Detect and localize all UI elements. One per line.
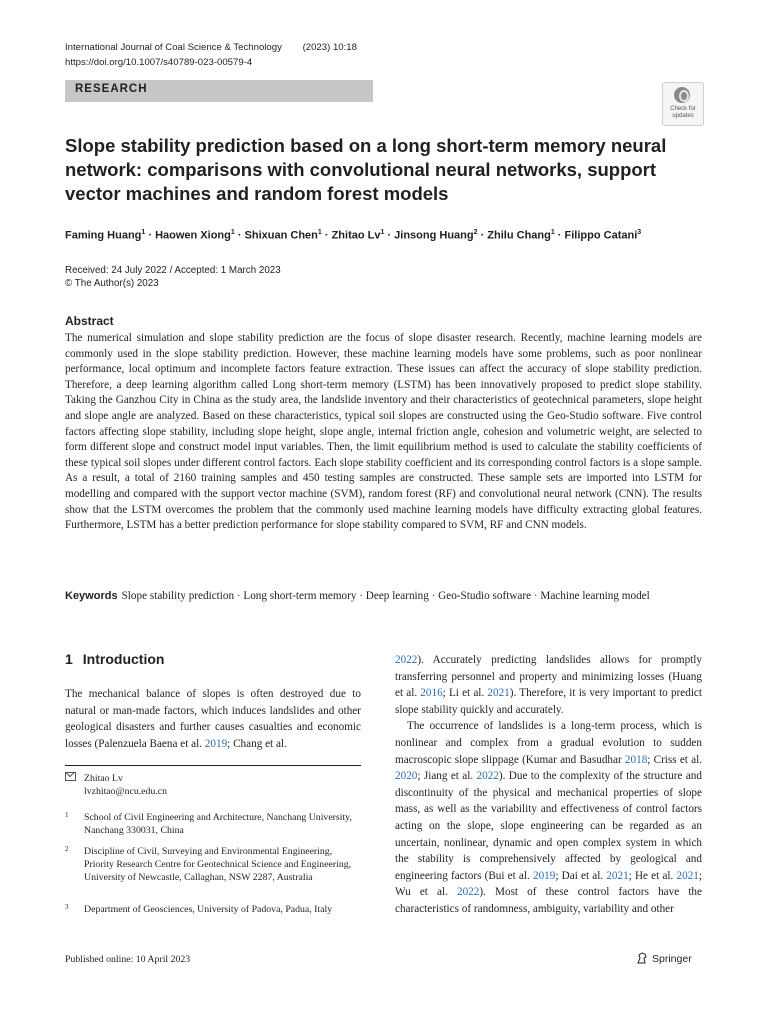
paragraph-text: ). Most of these control factors have the characteristics of randomness, ambiguity, variability and other xyxy=(395,886,702,915)
abstract-heading: Abstract xyxy=(65,314,114,328)
paragraph-text: The occurrence of landslides is a long-term process, which is nonlinear and complex from a gradual evolution to sudden macroscopic slope slippage (Kumar and Basudhar xyxy=(395,720,702,766)
author-separator: · xyxy=(321,229,332,242)
author-affiliation-mark: 3 xyxy=(637,229,642,236)
author-separator: · xyxy=(477,229,488,242)
paragraph-text: ; Dai et al. xyxy=(555,869,607,882)
author-separator: · xyxy=(554,229,565,242)
citation-link[interactable]: 2022 xyxy=(457,886,480,899)
author-name[interactable]: Jinsong Huang xyxy=(394,229,474,242)
springer-logo xyxy=(636,952,692,965)
citation-link[interactable]: 2020 xyxy=(395,770,418,783)
keywords xyxy=(65,589,702,605)
author-name[interactable]: Haowen Xiong xyxy=(155,229,231,242)
journal-issue: (2023) 10:18 xyxy=(302,42,357,53)
affiliation-2: 2 Discipline of Civil, Surveying and Environmental Engineering, Priority Research Centre for Geotechnical Science and Engineering, University of Newcastle, Callaghan, NSW 2287, Australia xyxy=(65,845,352,883)
intro-paragraph-right-1 xyxy=(395,652,702,718)
citation-link[interactable]: 2021 xyxy=(487,687,510,700)
author-name[interactable]: Filippo Catani xyxy=(564,229,638,242)
intro-paragraph-left: The mechanical balance of slopes is often destroyed due to natural or man-made factors, which induces landslides and other geological disasters and further causes casualties and economic losses (Palenzuela Baena et al. 2019; Chang et al. xyxy=(65,688,361,750)
paragraph-text: ). Due to the complexity of the structure and discontinuity of the physical and mechanical properties of slope mass, as well as the variability and effectiveness of control factors acting on the slope, slope engineering can be regarded as an uncertain, nonlinear, dynamic and open complex system in which the stability is comprehensively affected by geological and engineering factors (Bui et al. xyxy=(395,770,702,882)
check-updates-line1: Check for xyxy=(670,106,696,112)
affiliation-1: 1 School of Civil Engineering and Architecture, Nanchang University, Nanchang 330031, China xyxy=(65,811,352,836)
paragraph-text: ). Accurately predicting landslides allows for promptly transferring personnel and property and minimizing losses (Huang et al. xyxy=(395,654,702,700)
author-list xyxy=(65,226,705,243)
author-affiliation-mark: 1 xyxy=(550,229,555,236)
author-affiliation-mark: 1 xyxy=(141,229,146,236)
author-affiliation-mark: 2 xyxy=(473,229,478,236)
author-name[interactable]: Shixuan Chen xyxy=(244,229,318,242)
author-name[interactable]: Zhilu Chang xyxy=(487,229,551,242)
published-online: Published online: 10 April 2023 xyxy=(65,954,191,965)
author-separator: · xyxy=(384,229,395,242)
paragraph-text: ; Criss et al. xyxy=(647,753,702,766)
contact-email[interactable]: lvzhitao@ncu.edu.cn xyxy=(84,786,168,797)
paragraph-text: ; Li et al. xyxy=(442,687,488,700)
author-affiliation-mark: 1 xyxy=(380,229,385,236)
paragraph-text: ; Jiang et al. xyxy=(417,770,477,783)
author-separator: · xyxy=(234,229,245,242)
intro-right-column xyxy=(395,652,702,918)
author-name[interactable]: Zhitao Lv xyxy=(331,229,381,242)
citation-link[interactable]: 2016 xyxy=(420,687,443,700)
contact-name: Zhitao Lv xyxy=(84,773,123,784)
envelope-icon xyxy=(65,772,76,781)
citation-link[interactable]: 2021 xyxy=(676,869,699,882)
paper-title: Slope stability prediction based on a long short-term memory neural network: comparisons with convolutional neural networks, support vector machines and random forest models xyxy=(65,135,667,204)
author-affiliation-mark: 1 xyxy=(230,229,235,236)
check-updates-line2: updates xyxy=(672,113,694,119)
author-name[interactable]: Faming Huang xyxy=(65,229,142,242)
citation-link[interactable]: 2018 xyxy=(624,753,648,766)
citation-link[interactable]: 2019 xyxy=(532,869,556,882)
publication-dates xyxy=(65,264,281,290)
abstract-body: The numerical simulation and slope stability prediction are the focus of slope disaster research. Recently, machine learning models are commonly used in the slope stability prediction. However, these machine learning models have some problems, such as poor nonlinear performance, local optimum and incomplete factors feature extraction. These issues can affect the accuracy of slope stability prediction. Therefore, a deep learning algorithm called Long short-term memory (LSTM) has been innovatively proposed to predict slope stability. Taking the Ganzhou City in China as the study area, the landslide inventory and their characteristics of geotechnical parameters, slope height and slope angle are analyzed. Based on these characteristics, typical soil slopes are constructed using the Geo-Studio software. Five control factors affecting slope stability, including slope height, slope angle, internal friction angle, cohesion and volumetric weight, are selected to form different slope and construct model input variables. Then, the limit equilibrium method is used to calculate the stability coefficients of these typical soil slopes under different control factors. Each slope stability coefficient and its corresponding control factors is a slope sample. As a result, a total of 2160 training samples and 450 testing samples are constructed. These sample sets are imported into LSTM for modelling and compared with the support vector machine (SVM), random forest (RF) and convolutional neural network (CNN). The results show that the LSTM overcomes the problem that the commonly used machine learning models have difficulty extracting global features. Furthermore, LSTM has a better prediction performance for slope stability compared to SVM, RF and CNN models. xyxy=(65,332,702,532)
citation-link[interactable]: 2022 xyxy=(395,654,418,666)
check-for-updates-badge[interactable] xyxy=(662,82,704,126)
journal-header xyxy=(65,40,357,70)
citation-link[interactable]: 2019 xyxy=(204,737,228,750)
section-label-bar xyxy=(65,80,373,102)
section-label: RESEARCH xyxy=(75,83,148,95)
keywords-heading: Keywords xyxy=(65,590,118,602)
paragraph-text: ). Therefore, it is very important to predict slope stability quickly and accurately. xyxy=(395,687,703,716)
check-updates-icon xyxy=(674,87,690,103)
copyright: © The Author(s) 2023 xyxy=(65,278,159,289)
section-heading-introduction xyxy=(65,651,164,667)
footnote-divider xyxy=(65,765,361,766)
springer-horse-icon xyxy=(636,952,648,964)
section-number: 1 xyxy=(65,651,73,667)
citation-link[interactable]: 2021 xyxy=(606,869,629,882)
publisher-name: Springer xyxy=(652,953,692,965)
affiliation-3: 3 Department of Geosciences, University of Padova, Padua, Italy xyxy=(65,903,333,915)
paragraph-text: ; Wu et al. xyxy=(395,869,702,899)
citation-link[interactable]: 2022 xyxy=(476,770,499,783)
section-title: Introduction xyxy=(82,651,165,667)
keywords-text: Slope stability prediction · Long short-term memory · Deep learning · Geo-Studio software · Machine learning model xyxy=(121,590,650,602)
intro-paragraph-right-2 xyxy=(395,718,702,917)
author-affiliation-mark: 1 xyxy=(317,229,322,236)
journal-name: International Journal of Coal Science & Technology xyxy=(65,42,282,53)
paragraph-text: ; He et al. xyxy=(628,869,677,882)
author-separator: · xyxy=(145,229,156,242)
received-accepted: Received: 24 July 2022 / Accepted: 1 March 2023 xyxy=(65,265,281,276)
doi-link[interactable]: https://doi.org/10.1007/s40789-023-00579-4 xyxy=(65,57,253,68)
